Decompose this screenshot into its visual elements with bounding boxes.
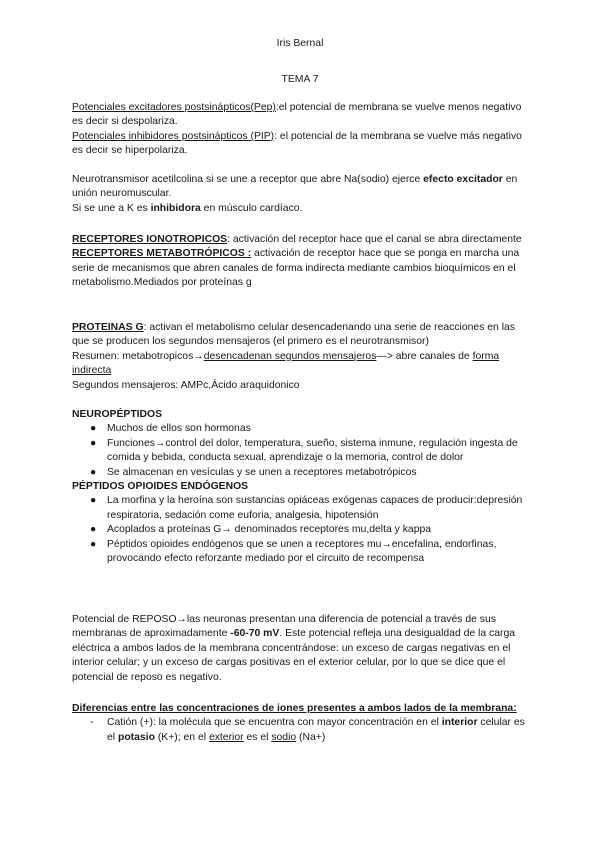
- list-item: [72, 422, 532, 436]
- iones-text-1: Catión (+): la molécula que se encuentra con mayor concentración en el: [107, 717, 442, 729]
- iono-text: : activación del receptor hace que el canal se abra directamente: [227, 234, 522, 245]
- iones-underlined-2: sodio: [271, 731, 297, 743]
- list-item-text: Se almacenan en vesículas y se unen a receptores metabotrópicos: [107, 466, 417, 478]
- list-item: [72, 437, 532, 466]
- list-item: [72, 466, 532, 480]
- reposo-paragraph: [72, 613, 532, 685]
- receptores-section: [72, 233, 532, 291]
- bullet-icon: ●: [90, 524, 97, 536]
- neuropeptidos-title: NEUROPÉPTIDOS: [72, 409, 163, 420]
- list-item: [72, 494, 532, 523]
- bullet-icon: ●: [90, 423, 97, 435]
- proteinas-term: PROTEINAS G: [72, 322, 144, 333]
- reposo-section: [72, 613, 532, 685]
- segundos-mensajeros: Segundos mensajeros: AMPc,Ácido araquidonico: [72, 379, 300, 391]
- neuropeptidos-section: [72, 408, 532, 566]
- list-item: [72, 538, 532, 567]
- list-item-text: Funciones→control del dolor, temperatura, sueño, sistema inmune, regulación ingesta de comida y bebida, conducta sexual, aprendizaje o la memoria, control de dolor: [107, 437, 518, 464]
- iones-title: Diferencias entre las concentraciones de iones presentes a ambos lados de la membrana:: [72, 703, 517, 714]
- reposo-text-1: Potencial de REPOSO→las neuronas presentan una diferencia de potencial a través de sus membranas de aproximadamente: [72, 614, 496, 640]
- pip-term: Potenciales inhibidores postsinápticos (PIP): [72, 130, 275, 142]
- pip-paragraph: [72, 130, 532, 159]
- proteinas-text: : activan el metabolismo celular desencadenando una serie de reacciones en las que se producen los segundos mensajeros (el primero es el neurotransmisor): [72, 322, 515, 348]
- bullet-icon: ●: [90, 466, 97, 478]
- iones-bold-1: interior: [441, 717, 478, 729]
- iones-list: [72, 716, 532, 745]
- opioides-list: [72, 494, 532, 566]
- ach-text-1: Neurotransmisor acetilcolina si se une a receptor que abre Na(sodio) ejerce: [72, 174, 424, 185]
- reposo-bold: -60-70 mV: [230, 628, 280, 640]
- resumen-underlined-1: desencadenan segundos mensajeros: [203, 350, 377, 362]
- iones-text-3: (K+); en el: [154, 731, 209, 743]
- iones-text-2: celular es el: [107, 717, 525, 743]
- opioides-title: PÉPTIDOS OPIOIDES ENDÓGENOS: [72, 481, 249, 493]
- list-item: [72, 523, 532, 537]
- pep-paragraph: [72, 101, 532, 130]
- resumen-text-1: Resumen: metabotropicos→: [72, 350, 204, 362]
- resumen-text-2: —> abre canales de: [376, 350, 473, 362]
- ach-text-4: en músculo cardíaco.: [200, 202, 303, 214]
- bullet-icon: ●: [90, 495, 97, 507]
- proteinas-paragraph: [72, 321, 532, 350]
- iono-paragraph: [72, 233, 532, 247]
- ach-text-2: en unión neuromuscular.: [72, 174, 518, 200]
- iones-text-5: (Na+): [296, 731, 326, 743]
- list-item-text: Péptidos opioides endógenos que se unen a receptores mu→encefalina, endorfinas, provocando efecto reforzante mediado por el circuito de recompensa: [107, 538, 497, 565]
- pep-term: Potenciales excitadores postsinápticos(Pep): [72, 102, 276, 113]
- iones-text-4: es el: [243, 731, 272, 743]
- resumen-paragraph: [72, 350, 532, 379]
- resumen-underlined-2: forma indirecta: [72, 350, 500, 377]
- proteinas-section: [72, 321, 532, 393]
- ach-line-1: [72, 173, 532, 202]
- iones-bold-2: potasio: [117, 731, 155, 743]
- ach-text-3: Si se une a K es: [72, 202, 151, 214]
- neuropeptidos-list: [72, 422, 532, 480]
- topic-title: TEMA 7: [281, 74, 319, 85]
- pip-text: : el potencial de la membrana se vuelve más negativo es decir se hiperpolariza.: [72, 130, 522, 157]
- ach-bold-2: inhibidora: [150, 202, 201, 214]
- bullet-icon: ●: [90, 437, 97, 449]
- list-item: [72, 716, 532, 745]
- dash-icon: -: [90, 717, 94, 729]
- acetilcolina-section: [72, 173, 532, 216]
- list-item-text: Muchos de ellos son hormonas: [107, 423, 251, 435]
- potenciales-section: [72, 101, 532, 159]
- meta-term: RECEPTORES METABOTRÓPICOS :: [72, 248, 252, 260]
- iones-underlined-1: exterior: [208, 731, 244, 743]
- list-item-text: Acoplados a proteínas G→ denominados receptores mu,delta y kappa: [107, 524, 432, 536]
- bullet-icon: ●: [90, 538, 97, 550]
- iones-section: [72, 702, 532, 745]
- author-name: Iris Bernal: [276, 38, 324, 49]
- ach-line-2: [72, 202, 532, 216]
- reposo-text-2: . Este potencial refleja una desigualdad de la carga eléctrica a ambos lados de la membrana concentrándose: un exceso de cargas negativas en el interior celular; y un exceso de cargas positivas en el exterior celular, por lo que se dice que el potencial de reposo es negativo.: [72, 628, 516, 683]
- list-item-text: La morfina y la heroína son sustancias opiáceas exógenas capaces de producir:depresión respiratoria, sedación come euforia, analgesia, hipotensión: [107, 495, 523, 521]
- iono-term: RECEPTORES IONOTROPICOS: [72, 234, 228, 245]
- pep-text: :el potencial de membrana se vuelve menos negativo es decir si despolariza.: [72, 102, 522, 128]
- ach-bold-1: efecto excitador: [423, 174, 503, 185]
- meta-text: activación de receptor hace que se ponga en marcha una serie de mecanismos que abren canales de forma indirecta mediante cambios bioquímicos en el metabolismo.Mediados por proteínas g: [72, 248, 520, 289]
- meta-paragraph: [72, 247, 532, 290]
